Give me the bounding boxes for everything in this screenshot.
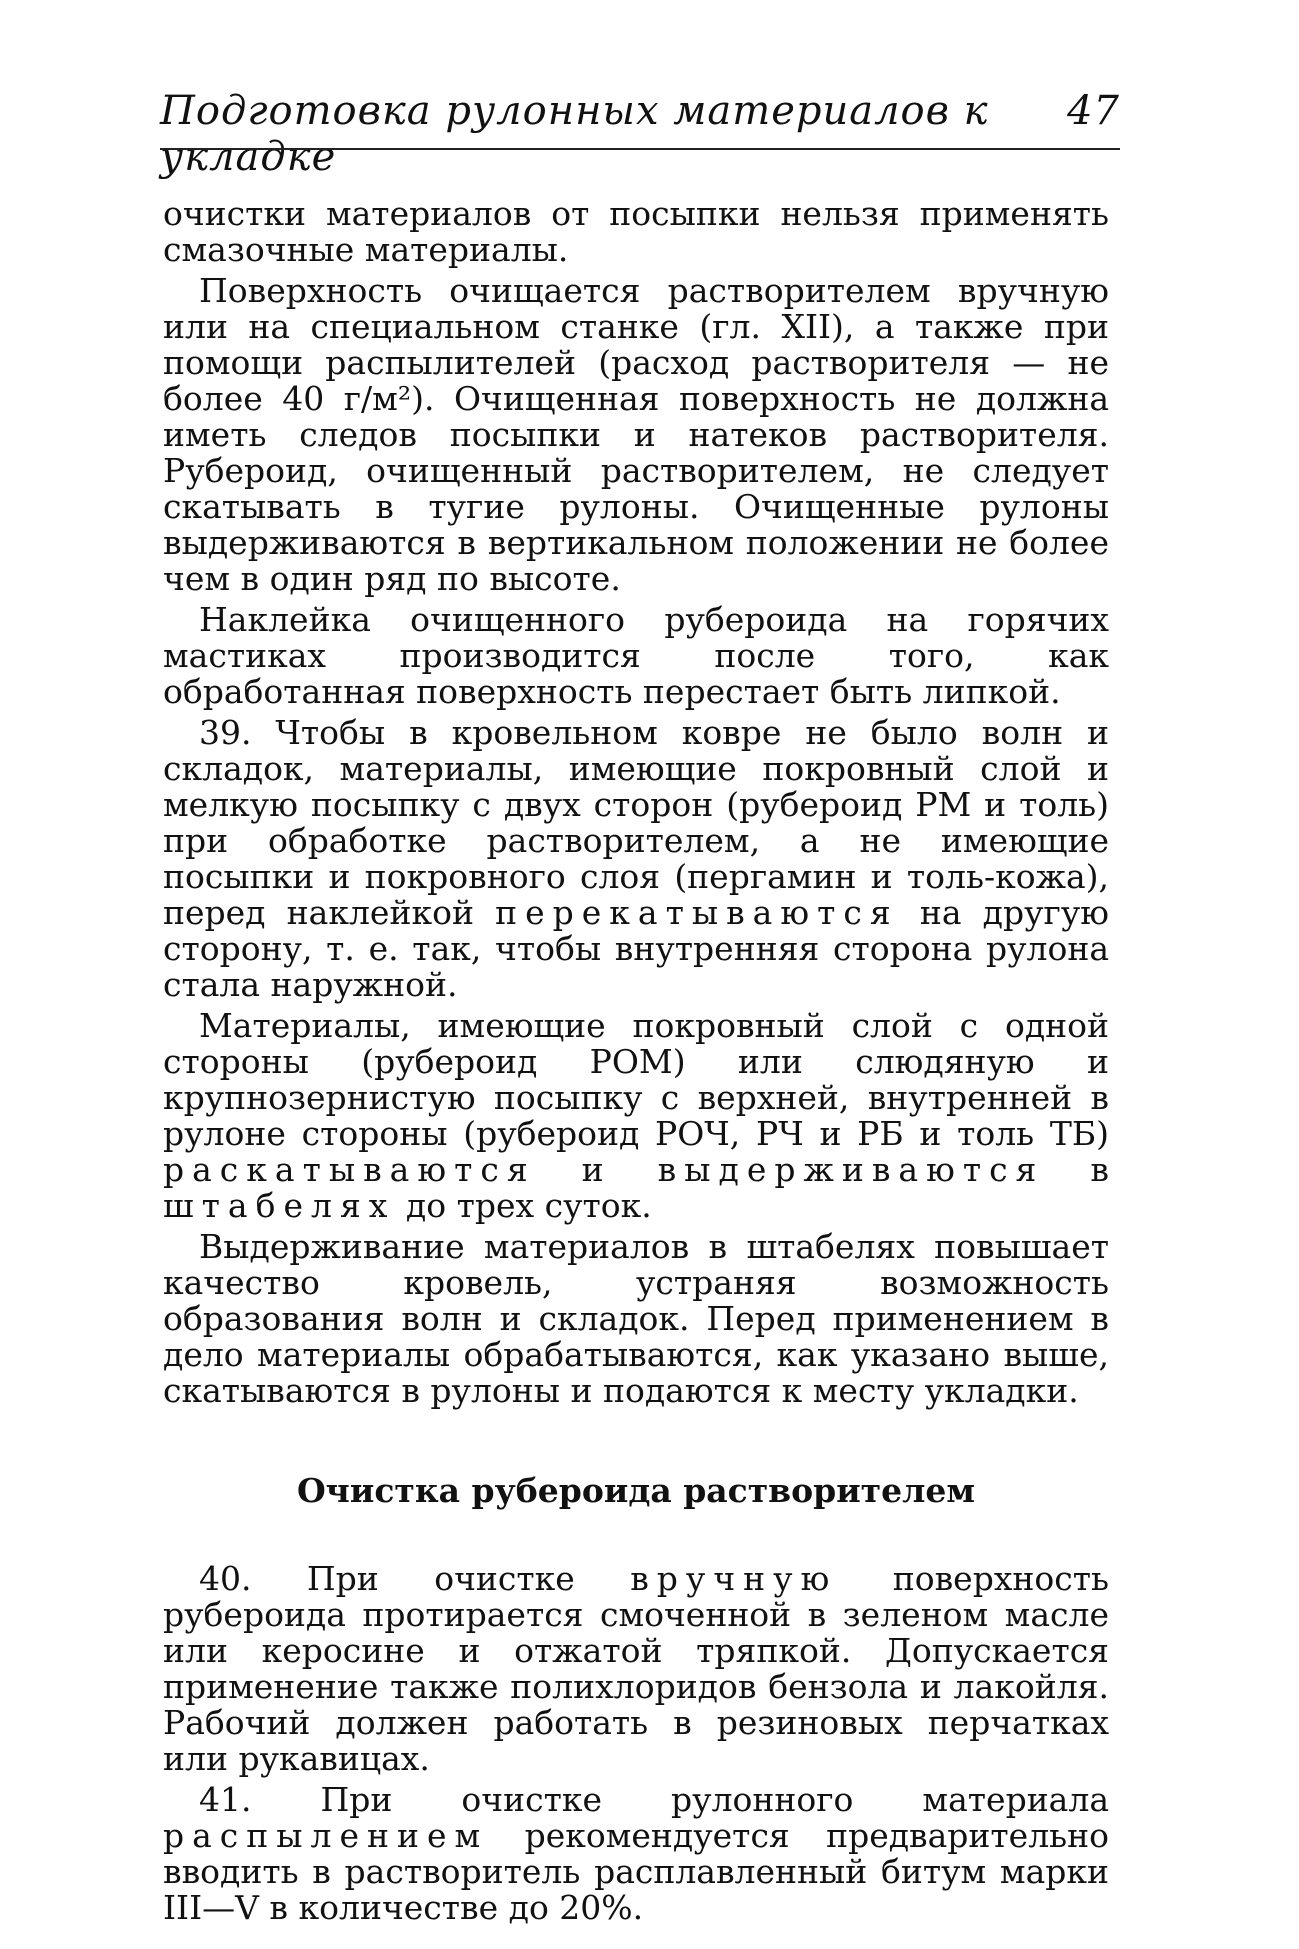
item-40-text-b: поверхность рубероида протирается смоченной в зеленом масле или керосине и отжатой тряпкой. Допускается применение также полихлоридов бензола и лакойля. Рабочий должен работать в резиновых перчатках или рукавицах. (163, 1559, 1109, 1778)
running-header-title: Подготовка рулонных материалов к укладке (160, 88, 989, 180)
materials-emphasis-2: выдерживаются (657, 1150, 1045, 1189)
paragraph-gluing: Наклейка очищенного рубероида на горячих мастиках производится после того, как обработанная поверхность перестает быть липкой. (163, 600, 1109, 711)
materials-emphasis-3: штабелях (163, 1186, 396, 1225)
header-rule (160, 148, 1120, 150)
materials-conj: и (581, 1150, 612, 1189)
item-39-text-b: на другую сторону, т. е. так, чтобы внутренняя сторона рулона стала наружной. (163, 893, 1109, 1004)
running-header (160, 88, 1120, 180)
section-heading: Очистка рубероида растворителем (296, 1471, 976, 1510)
page-body (163, 196, 1109, 1931)
paragraph-stacking: Выдерживание материалов в штабелях повышает качество кровель, устраняя возможность образования волн и складок. Перед применением в дело материалы обрабатываются, как указано выше, скатываются в рулоны и подаются к месту укладки. (163, 1227, 1109, 1410)
item-39-text-a: 39. Чтобы в кровельном ковре не было волн и складок, материалы, имеющие покровный слой и мелкую посыпку с двух сторон (рубероид РМ и толь) при обработке растворителем, а не имеющие посыпки и покровного слоя (пергамин и толь-кожа), перед наклейкой (163, 713, 1109, 932)
materials-text-b: в (1090, 1150, 1109, 1189)
paragraph-item-40 (163, 1561, 1109, 1777)
item-41-emphasis: распылением (163, 1816, 489, 1855)
item-39-emphasis: перекатываются (495, 893, 899, 932)
item-41-text-a: 41. При очистке рулонного материала (199, 1780, 1109, 1819)
paragraph-surface-cleaning: Поверхность очищается растворителем вручную или на специальном станке (гл. XII), а также при помощи распылителей (расход растворителя — не более 40 г/м²). Очищенная поверхность не должна иметь следов посыпки и натеков растворителя. Рубероид, очищенный растворителем, не следует скатывать в тугие рулоны. Очищенные рулоны выдерживаются в вертикальном положении не более чем в один ряд по высоте. (163, 271, 1109, 598)
paragraph-materials-one-side (163, 1008, 1109, 1224)
item-40-emphasis: вручную (630, 1559, 838, 1598)
materials-emphasis-1: раскатываются (163, 1150, 536, 1189)
paragraph-item-39 (163, 715, 1109, 1003)
materials-text-a: Материалы, имеющие покровный слой с одной стороны (рубероид РОМ) или слюдяную и крупнозернистую посыпку с верхней, внутренней в рулоне стороны (рубероид РОЧ, РЧ и РБ и толь ТБ) (163, 1006, 1109, 1153)
item-41-text-b: рекомендуется предварительно вводить в растворитель расплавленный битум марки III—V в количестве до 20%. (163, 1816, 1109, 1927)
page-number: 47 (1067, 88, 1120, 134)
paragraph-item-41 (163, 1782, 1109, 1926)
item-40-text-a: 40. При очистке (199, 1559, 575, 1598)
materials-text-c: до трех суток. (405, 1186, 652, 1225)
paragraph-continuation: очистки материалов от посыпки нельзя применять смазочные материалы. (163, 194, 1109, 269)
